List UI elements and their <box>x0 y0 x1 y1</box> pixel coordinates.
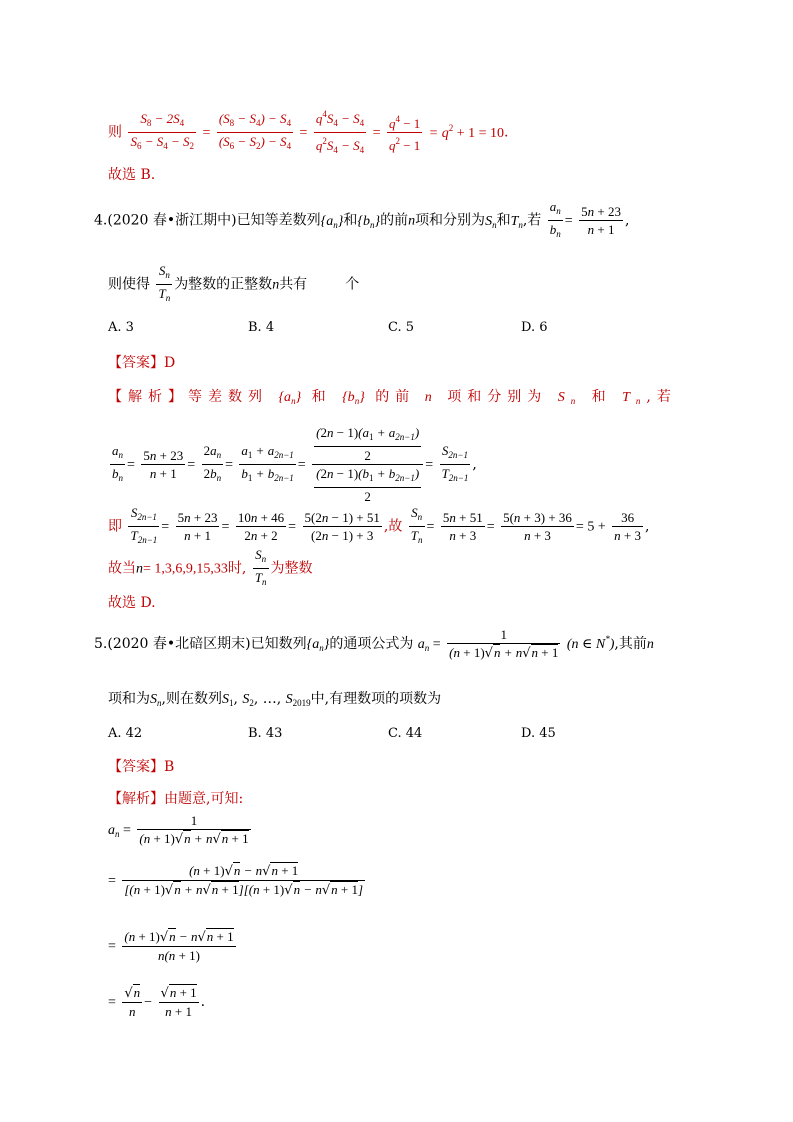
fraction: $\frac{S_n}{T_n}$ <box>158 263 171 303</box>
fraction: $\frac{q^4S_4 - S_4}{q^2S_4 - S_4}$ <box>314 106 366 159</box>
fraction: $\frac{S_{2n-1}}{T_{2n-1}}$ <box>441 443 469 483</box>
q4-analysis-line4: 故当n= 1,3,6,9,15,33时, $\frac{S_n}{T_n}$ 为整数 <box>108 546 313 591</box>
fraction: $\frac{(n + 1)√n - n√n + 1}{[(n + 1)√n + n√n + 1][(n + 1)√n - n√n + 1]}$ <box>124 863 364 898</box>
q5-stem-line2: 项和为$S_n$,则在数列$S_1$, $S_2$, …, $S_{2019}$中,有理数项的项数为 <box>108 691 442 708</box>
fraction: $\frac{q^4 - 1}{q^2 - 1}$ <box>387 111 422 154</box>
q5-derivation-1: $a_n$ = $\frac{1}{(n + 1)√n + n√n + 1}$ <box>108 813 249 847</box>
q5-stem-line1: 5.(2020 春•北碚区期末)已知数列$\{a_n\}$的通项公式为 $a_n$ = $\frac{1}{(n + 1)√n + n√n + 1}$ (n ∈ N*),其前n <box>94 627 654 661</box>
fraction: $\frac{(n + 1)√n - n√n + 1}{n(n + 1)}$ <box>124 929 234 963</box>
fraction: $\frac{\frac{(2n - 1)(a_1 + a_{2n-1})}{2}}{\frac{(2n - 1)(b_1 + b_{2n-1})}{2}}$ <box>312 424 423 505</box>
fraction: $\frac{5n + 23}{n + 1}$ <box>581 204 621 237</box>
q4-option-d: D. 6 <box>521 320 548 335</box>
fraction: $\frac{10n + 46}{2n + 2}$ <box>237 510 285 543</box>
fraction: $\frac{S_n}{T_n}$ <box>254 547 267 587</box>
q5-analysis-intro: 【解析】由题意,可知: <box>108 791 244 807</box>
q5-derivation-3: = $\frac{(n + 1)√n - n√n + 1}{n(n + 1)}$ <box>108 929 234 963</box>
q4-choice: 故选 D. <box>108 595 156 611</box>
fraction: $\frac{a_1 + a_{2n-1}}{b_1 + b_{2n-1}}$ <box>241 443 294 483</box>
q5-answer: 【答案】B <box>108 759 175 775</box>
q5-option-c: C. 44 <box>388 726 423 741</box>
fraction: $\frac{√n + 1}{n + 1}$ <box>160 985 197 1019</box>
fraction: $\frac{5n + 51}{n + 3}$ <box>442 510 483 543</box>
q4-analysis-line1: 【解析】等差数列 $\{a_n\}$ 和 $\{b_n\}$ 的前 n 项和分别为 $S_n$ 和 $T_n$,若 <box>108 389 677 406</box>
q4-answer: 【答案】D <box>108 355 176 371</box>
p3-conclusion-line: 则 $\frac{S_8 - 2S_4}{S_6 - S_4 - S_2}$ = $\frac{(S_8 - S_4) - S_4}{(S_6 - S_2) - S_4}$ = $\frac{q^4S_4 - S_4}{q^2S_4 - S_4}$ = $\frac{q^4 - 1}{q^2 - 1}$ = $q^2 + 1 = 10$. <box>108 106 508 159</box>
q4-analysis-equation: $\frac{a_n}{b_n}$ = $\frac{5n + 23}{n + 1}$ = $\frac{2a_n}{2b_n}$ = $\frac{a_1 + a_{2n-1}}{b_1 + b_{2n-1}}$ = $\frac{\frac{(2n - 1)(a_1 + a_{2n-1})}{2}}{\frac{(2n - 1)(b_1 + b_{2n-1})}{2}}$ = $\frac{S_{2n-1}}{T_{2n-1}}$ , <box>112 425 477 504</box>
fraction: $\frac{5(2n - 1) + 51}{(2n - 1) + 3}$ <box>304 510 380 543</box>
q4-option-c: C. 5 <box>388 320 415 335</box>
fraction: $\frac{36}{n + 3}$ <box>614 510 642 543</box>
fraction: $\frac{a_n}{b_n}$ <box>112 443 123 483</box>
fraction: $\frac{a_n}{b_n}$ <box>549 199 561 239</box>
q4-stem-line2: 则使得 $\frac{S_n}{T_n}$ 为整数的正整数n共有 个 <box>108 262 359 307</box>
fraction: $\frac{1}{(n + 1)√n + n√n + 1}$ <box>139 813 249 847</box>
q5-option-b: B. 43 <box>248 726 283 741</box>
q4-option-a: A. 3 <box>108 320 134 335</box>
fraction: $\frac{5n + 23}{n + 1}$ <box>177 510 218 543</box>
q4-option-b: B. 4 <box>248 320 275 335</box>
fraction: $\frac{5(n + 3) + 36}{n + 3}$ <box>503 510 572 543</box>
fraction: $\frac{S_n}{T_n}$ <box>410 505 423 545</box>
q5-derivation-4: = $\frac{√n}{n}$ − $\frac{√n + 1}{n + 1}$ . <box>108 985 206 1019</box>
q5-option-a: A. 42 <box>108 726 143 741</box>
p3-choice: 故选 B. <box>108 167 156 183</box>
fraction: $\frac{S_{2n-1}}{T_{2n-1}}$ <box>130 505 158 545</box>
fraction: $\frac{5n + 23}{n + 1}$ <box>143 448 184 481</box>
fraction: $\frac{2a_n}{2b_n}$ <box>203 443 222 483</box>
fraction: $\frac{1}{(n + 1)√n + n√n + 1}$ <box>449 627 559 661</box>
q4-analysis-line3: 即 $\frac{S_{2n-1}}{T_{2n-1}}$ = $\frac{5n + 23}{n + 1}$ = $\frac{10n + 46}{2n + 2}$ = $\frac{5(2n - 1) + 51}{(2n - 1) + 3}$ ,故 $\frac{S_n}{T_n}$ = $\frac{5n + 51}{n + 3}$ = $\frac{5(n + 3) + 36}{n + 3}$ = 5 + $\frac{36}{n + 3}$ , <box>108 504 649 549</box>
q5-derivation-2: = $\frac{(n + 1)√n - n√n + 1}{[(n + 1)√n + n√n + 1][(n + 1)√n - n√n + 1]}$ <box>108 863 364 898</box>
fraction: $\frac{√n}{n}$ <box>124 985 141 1019</box>
fraction: $\frac{(S_8 - S_4) - S_4}{(S_6 - S_2) - S_4}$ <box>218 111 292 151</box>
q4-stem-line1: 4.(2020 春•浙江期中)已知等差数列$\{a_n\}$和$\{b_n\}$的前n项和分别为$S_n$和$T_n$,若 $\frac{a_n}{b_n}$ = $\frac{5n + 23}{n + 1}$ , <box>94 198 629 243</box>
fraction: $\frac{S_8 - 2S_4}{S_6 - S_4 - S_2}$ <box>130 111 195 151</box>
q5-option-d: D. 45 <box>521 726 556 741</box>
